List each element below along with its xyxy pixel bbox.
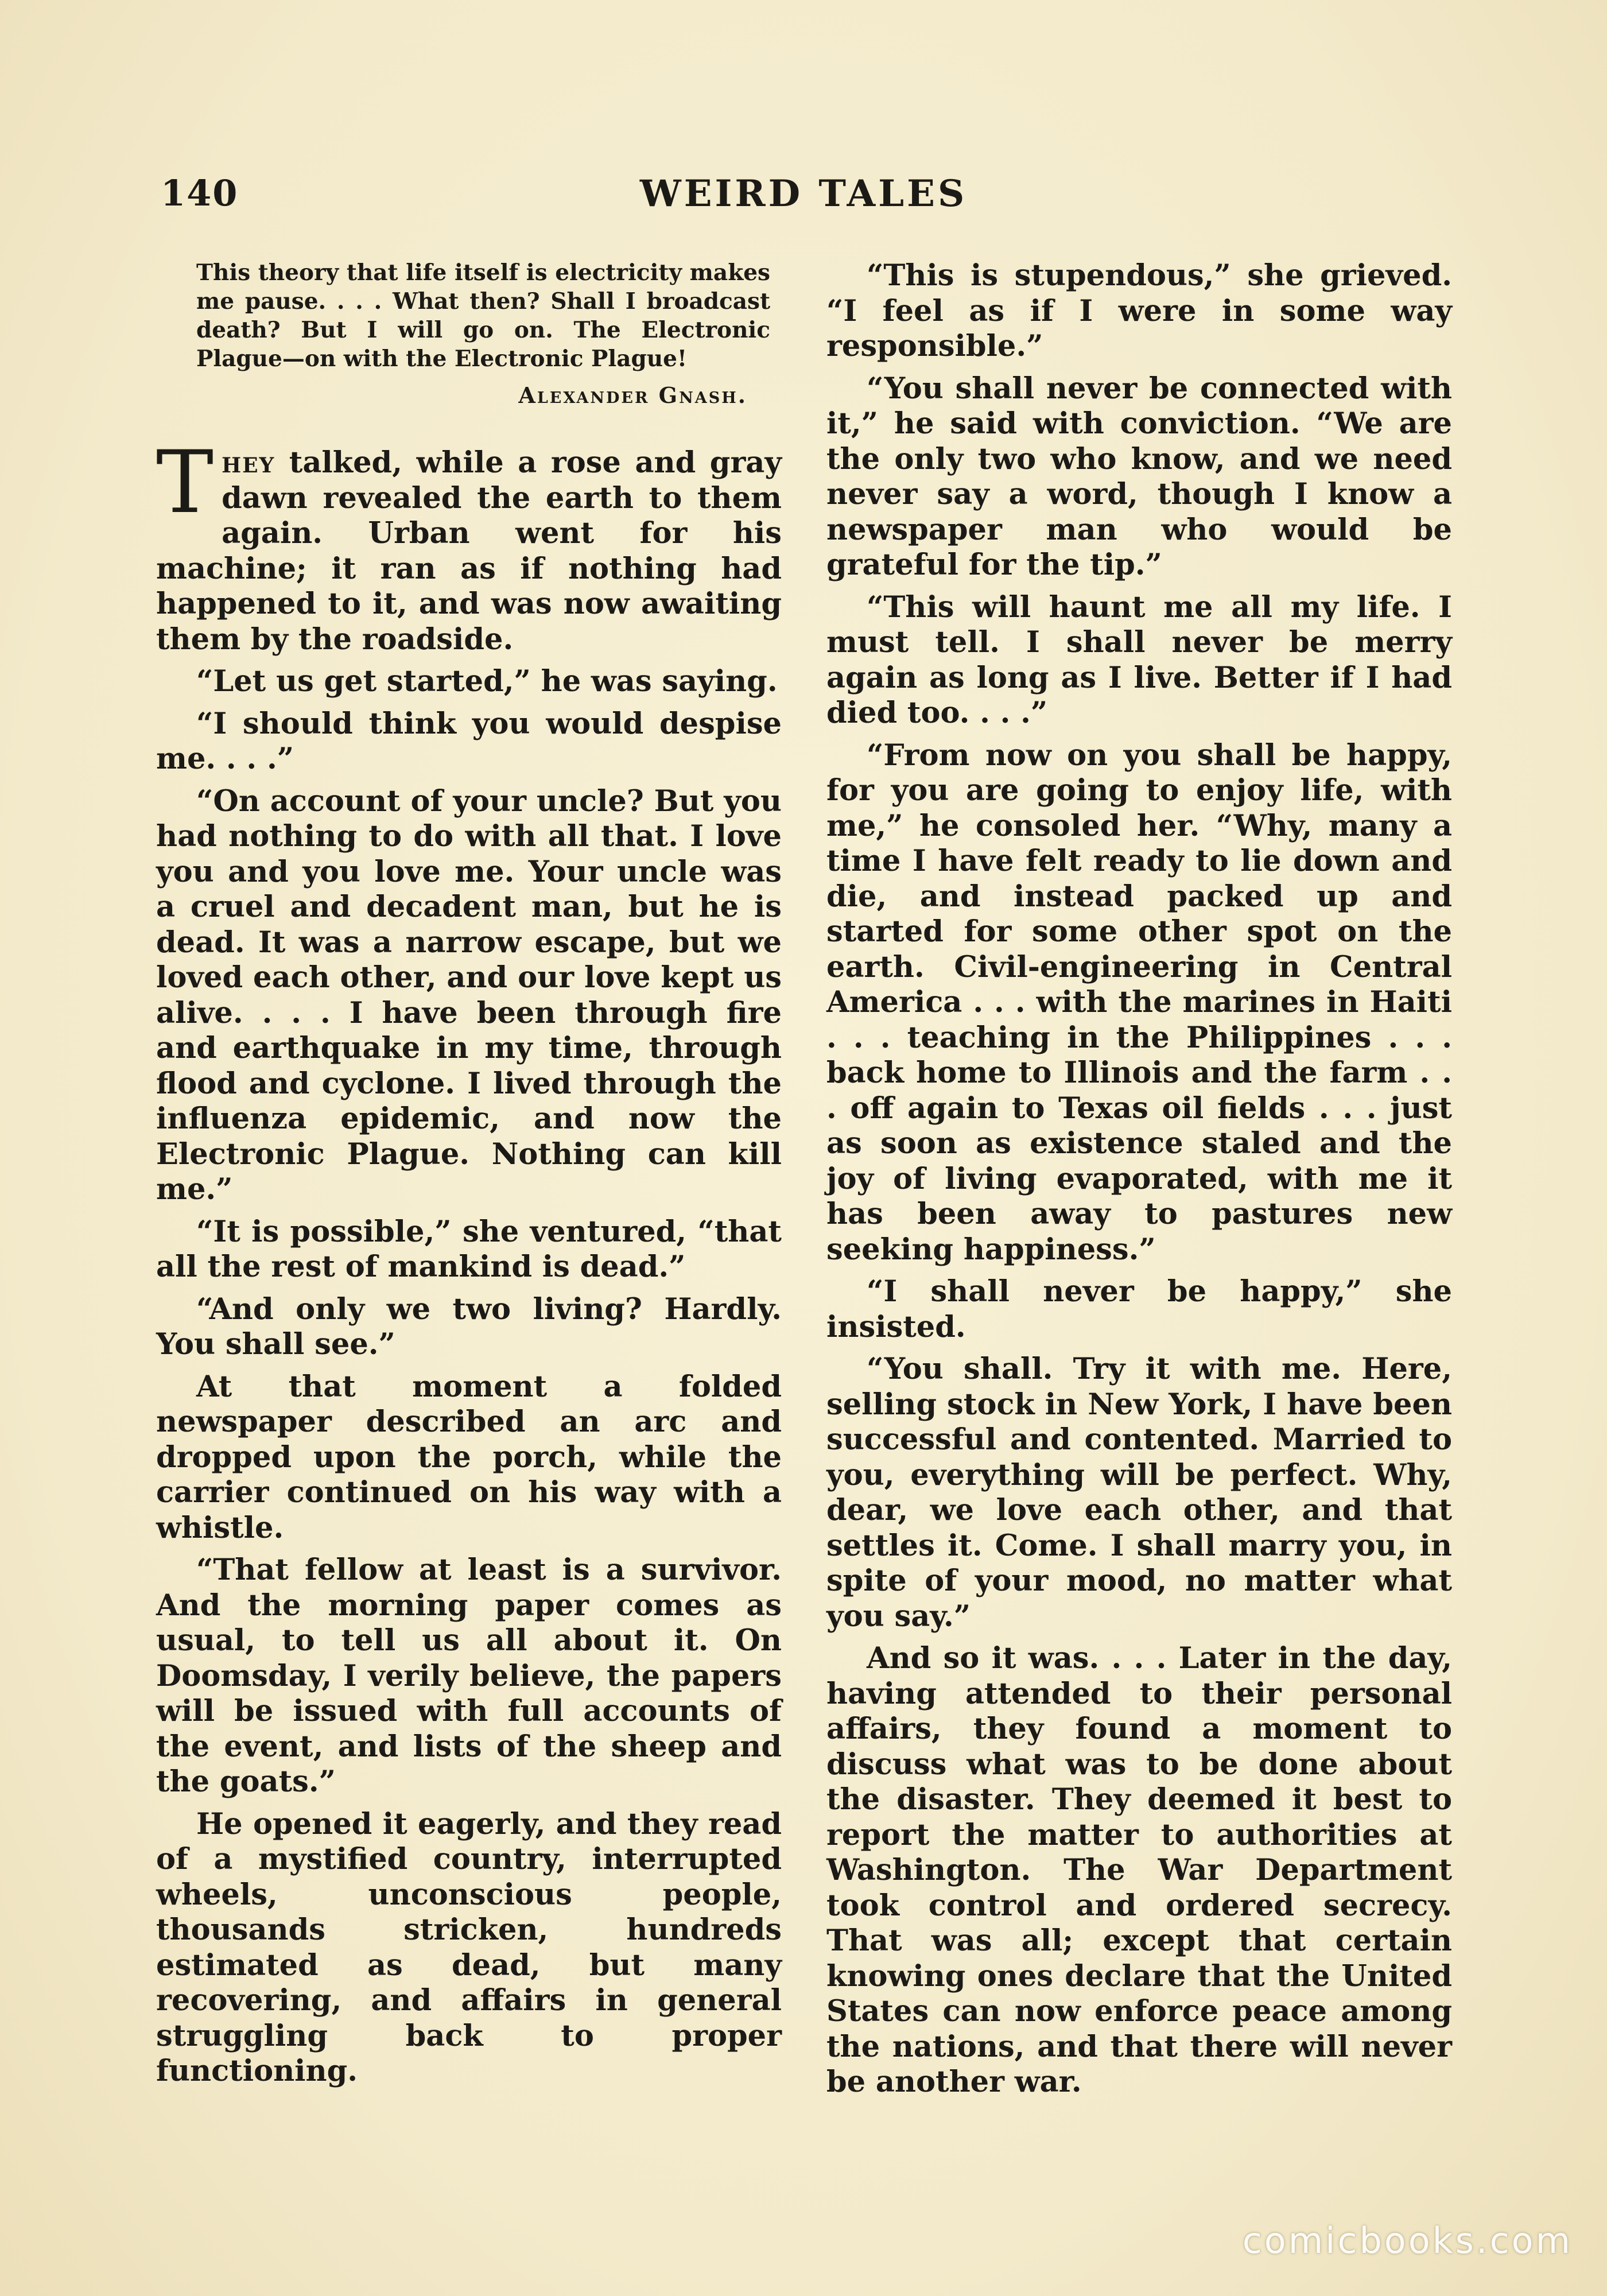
paragraph: “Let us get started,” he was saying.	[196, 664, 778, 699]
page-header	[161, 172, 1446, 235]
paragraph: He opened it eagerly, and they read of a mystified country, interrupted wheels, unconscious people, thousands stricken, hundreds estimated as dead, but many recovering, and affairs in general struggling back to proper functioning.	[156, 1806, 782, 2088]
paragraph: “This is stupendous,” she grieved. “I feel as if I were in some way responsible.”	[826, 258, 1452, 363]
paragraph: “From now on you shall be happy, for you are going to enjoy life, with me,” he consoled her. “Why, many a time I have felt ready to lie down and die, and instead packed up and started for some other spot on the earth. Civil-engineering in Central America . . . with the marines in Haiti . . . teaching in the Philippines . . . back home to Illinois and the farm . . . off again to Texas oil fields . . . just as soon as existence staled and the joy of living evaporated, with me it has been away to pastures new seeking happiness.”	[826, 738, 1452, 1267]
paragraph: “I should think you would despise me. . . .”	[156, 706, 782, 776]
paragraph: “I shall never be happy,” she insisted.	[826, 1274, 1452, 1344]
paragraph: At that moment a folded newspaper described an arc and dropped upon the porch, while the carrier continued on his way with a whistle.	[156, 1369, 782, 1545]
paragraph: “It is possible,” she ventured, “that all the rest of mankind is dead.”	[156, 1214, 782, 1284]
epigraph-attribution: Alexander Gnash.	[518, 382, 747, 408]
page-number: 140	[161, 172, 239, 214]
running-title: WEIRD TALES	[639, 172, 968, 215]
right-column	[826, 258, 1452, 2107]
opening-smallcaps: hey	[222, 445, 275, 480]
paragraph: “You shall never be connected with it,” he said with conviction. “We are the only two who know, and we need never say a word, though I know a newspaper man who would be grateful for the tip.”	[826, 371, 1452, 582]
watermark: comicbooks.com	[1242, 2220, 1573, 2262]
opening-text: talked, while a rose and gray dawn revealed the earth to them again. Urban went for his machine; it ran as if nothing had happened to it, and was now awaiting them by the roadside.	[156, 445, 782, 657]
epigraph	[196, 258, 770, 410]
left-column	[156, 258, 782, 2096]
paragraph: “You shall. Try it with me. Here, selling stock in New York, I have been successful and contented. Married to you, everything will be perfect. Why, dear, we love each other, and that settles it. Come. I shall marry you, in spite of your mood, no matter what you say.”	[826, 1352, 1452, 1634]
paragraph: And so it was. . . . Later in the day, having attended to their personal affairs, they found a moment to discuss what was to be done about the disaster. They deemed it best to report the matter to authorities at Washington. The War Department took control and ordered secrecy. That was all; except that certain knowing ones declare that the United States can now enforce peace among the nations, and that there will never be another war.	[826, 1641, 1452, 2099]
drop-cap: T	[156, 433, 214, 533]
paragraph: “That fellow at least is a survivor. And the morning paper comes as usual, to tell us all about it. On Doomsday, I verily believe, the papers will be issued with full accounts of the event, and lists of the sheep and the goats.”	[156, 1553, 782, 1799]
epigraph-text: This theory that life itself is electricity makes me pause. . . . What then? Shall I broadcast death? But I will go on. The Electronic Plague—on with the Electronic Plague!	[196, 259, 770, 372]
opening-paragraph	[156, 433, 782, 657]
paragraph: “On account of your uncle? But you had nothing to do with all that. I love you and you love me. Your uncle was a cruel and decadent man, but he is dead. It was a narrow escape, but we loved each other, and our love kept us alive. . . . I have been through fire and earthquake in my time, through flood and cyclone. I lived through the influenza epidemic, and now the Electronic Plague. Nothing can kill me.”	[156, 784, 782, 1207]
paragraph: “And only we two living? Hardly. You shall see.”	[156, 1292, 782, 1362]
paragraph: “This will haunt me all my life. I must tell. I shall never be merry again as long as I live. Better if I had died too. . . .”	[826, 589, 1452, 730]
